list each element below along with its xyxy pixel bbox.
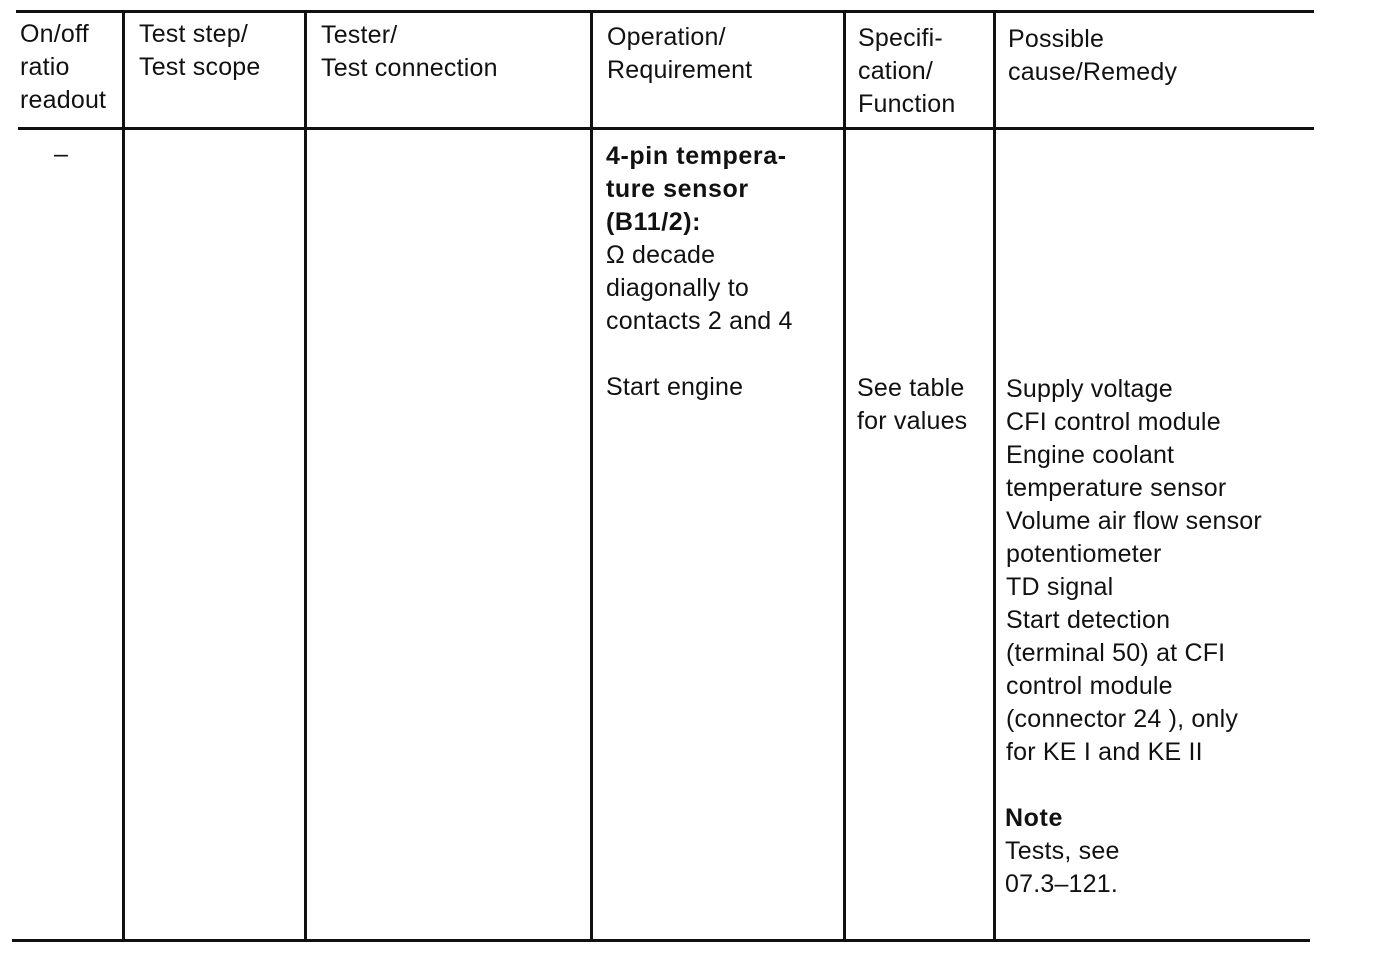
cause-item: Volume air flow sensor — [1006, 507, 1262, 535]
operation-heading-line: (B11/2): — [606, 208, 702, 236]
note-text-line: 07.3–121. — [1005, 870, 1119, 898]
header-col3-line: Tester/ — [321, 21, 398, 49]
column-divider-1 — [122, 10, 125, 940]
header-col5-line: Specifi- — [858, 24, 943, 52]
header-specification-function — [858, 22, 956, 121]
cause-item: temperature sensor — [1006, 474, 1227, 502]
header-bottom-rule — [18, 127, 1314, 130]
readout-value: – — [54, 140, 69, 168]
table-bottom-rule — [12, 939, 1310, 942]
header-col6-line: Possible — [1008, 25, 1105, 53]
header-col4-line: Requirement — [607, 56, 753, 84]
header-col4-line: Operation/ — [607, 23, 726, 51]
header-tester-connection — [321, 19, 498, 85]
operation-text-line: diagonally to — [606, 274, 749, 302]
header-col1-line: On/off — [20, 20, 89, 48]
header-col1-line: ratio — [20, 53, 70, 81]
cause-item: Supply voltage — [1006, 375, 1173, 403]
header-col3-line: Test connection — [321, 54, 498, 82]
table-top-rule — [16, 10, 1314, 13]
header-test-step-scope — [139, 18, 261, 84]
header-col5-line: Function — [858, 90, 956, 118]
header-col6-line: cause/Remedy — [1008, 58, 1178, 86]
cause-item: Engine coolant — [1006, 441, 1175, 469]
note-block — [1005, 802, 1120, 901]
specification-line: for values — [857, 407, 968, 435]
column-divider-4 — [843, 10, 846, 940]
header-possible-cause-remedy — [1008, 23, 1177, 89]
specification-text — [857, 372, 967, 438]
possible-causes-list — [1006, 373, 1262, 769]
operation-heading-line: ture sensor — [606, 175, 749, 203]
header-col1-line: readout — [20, 86, 107, 114]
operation-text-line: contacts 2 and 4 — [606, 307, 793, 335]
column-divider-2 — [304, 10, 307, 940]
cause-item: potentiometer — [1006, 540, 1162, 568]
cause-item: (terminal 50) at CFI — [1006, 639, 1226, 667]
column-divider-5 — [993, 10, 996, 940]
column-divider-3 — [590, 10, 593, 940]
operation-step: Start engine — [606, 373, 744, 401]
cause-item: CFI control module — [1006, 408, 1221, 436]
note-text-line: Tests, see — [1005, 837, 1120, 865]
header-operation-requirement — [607, 21, 752, 87]
cause-item: TD signal — [1006, 573, 1114, 601]
note-label: Note — [1005, 804, 1063, 832]
header-col2-line: Test step/ — [139, 20, 248, 48]
header-onoff-ratio-readout — [20, 18, 106, 117]
header-col5-line: cation/ — [858, 57, 934, 85]
cause-item: Start detection — [1006, 606, 1171, 634]
operation-heading-line: 4-pin tempera- — [606, 142, 787, 170]
cause-item: (connector 24 ), only — [1006, 705, 1239, 733]
specification-line: See table — [857, 374, 965, 402]
operation-heading — [606, 140, 787, 239]
operation-text — [606, 239, 793, 338]
cause-item: for KE I and KE II — [1006, 738, 1203, 766]
operation-text-line: Ω decade — [606, 241, 716, 269]
header-col2-line: Test scope — [139, 53, 261, 81]
cause-item: control module — [1006, 672, 1173, 700]
